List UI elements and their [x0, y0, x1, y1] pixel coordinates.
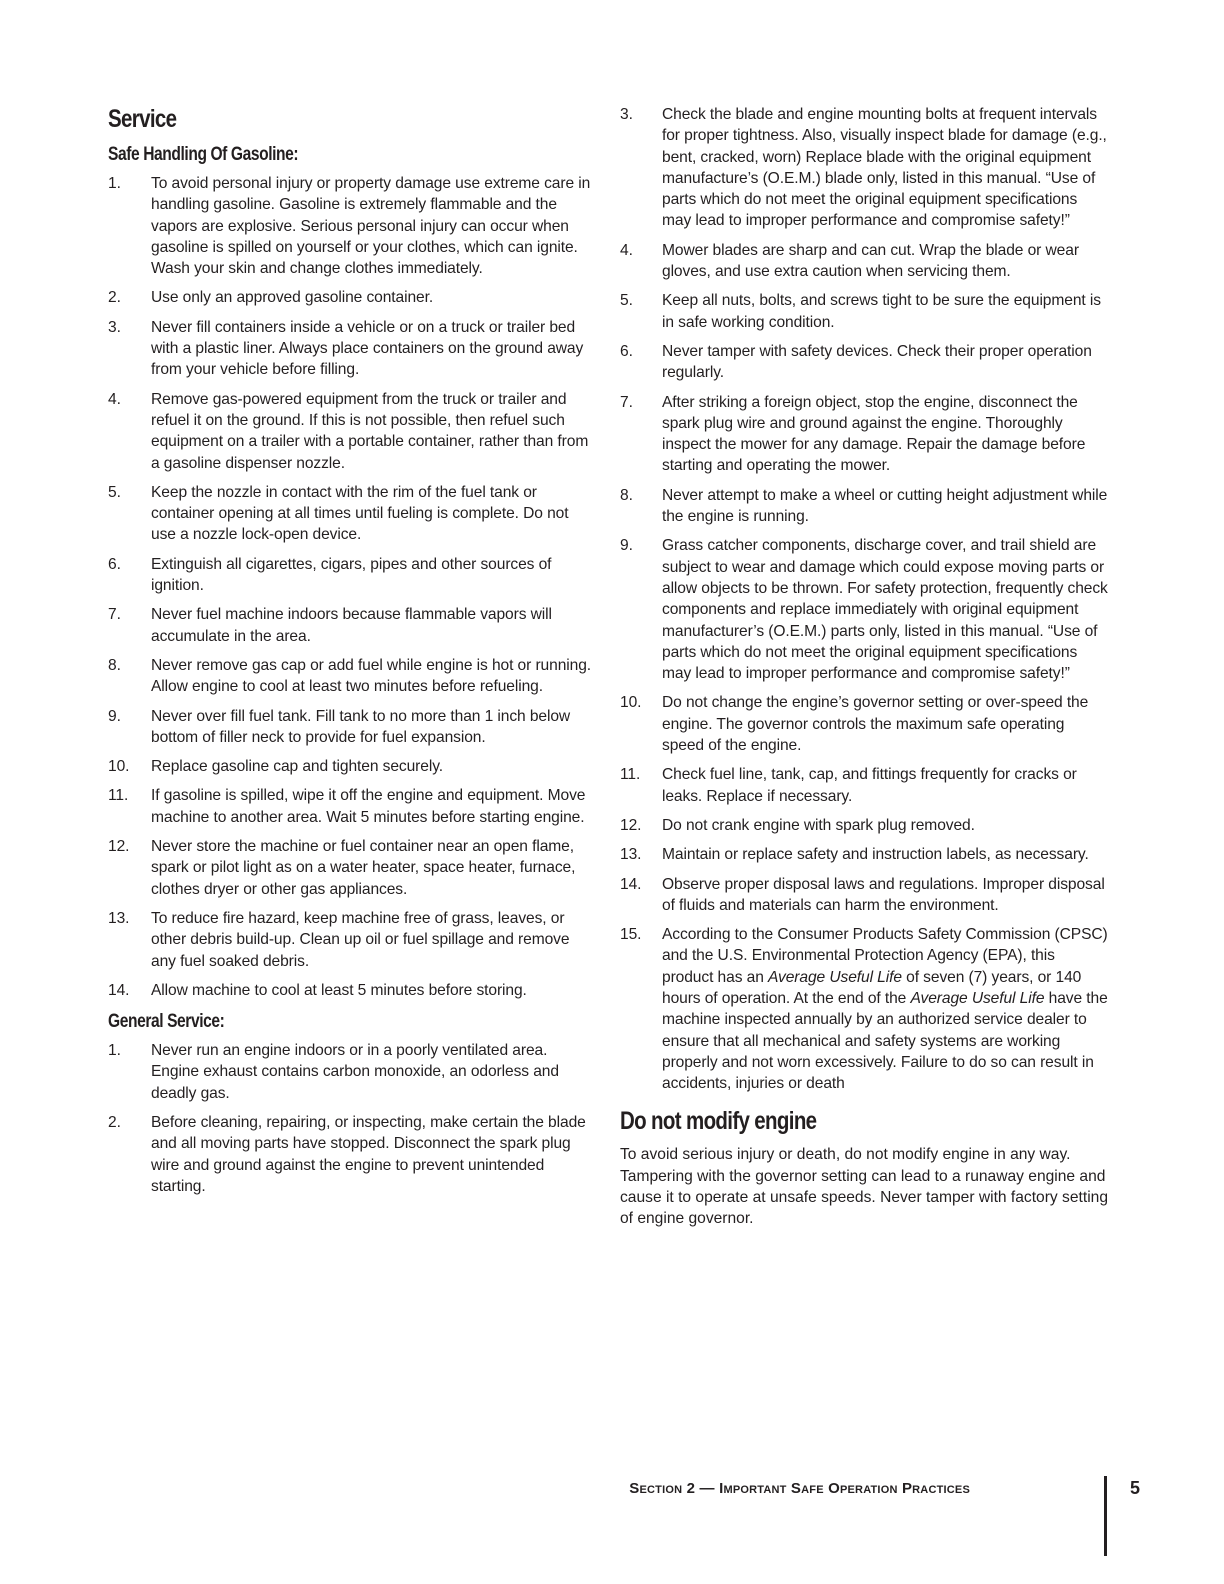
item-text: Observe proper disposal laws and regulations. Improper disposal of fluids and materials can harm the environment.: [662, 875, 1105, 914]
list-item: [108, 1112, 596, 1197]
item-text: Do not crank engine with spark plug removed.: [662, 816, 975, 834]
do-not-modify-engine-text: To avoid serious injury or death, do not modify engine in any way. Tampering with the governor setting can lead to a runaway engine and cause it to operate at unsafe speeds. Never tamper with factory setting of engine governor.: [620, 1146, 1108, 1228]
item-text: Before cleaning, repairing, or inspecting, make certain the blade and all moving parts have stopped. Disconnect the spark plug wire and ground against the engine to prevent unintended starting.: [151, 1113, 586, 1195]
item-text: Never fill containers inside a vehicle or on a truck or trailer bed with a plastic liner. Always place containers on the ground away from your vehicle before filling.: [151, 318, 584, 379]
item-text: Extinguish all cigarettes, cigars, pipes and other sources of ignition.: [151, 555, 552, 595]
do-not-modify-engine-heading: Do not modify engine: [620, 1107, 817, 1136]
footer-divider: [1104, 1476, 1107, 1556]
item-text: Never run an engine indoors or in a poorly ventilated area. Engine exhaust contains carbon monoxide, an odorless and deadly gas.: [151, 1042, 559, 1102]
item-number: 14.: [108, 981, 130, 999]
item-number: 3.: [108, 318, 121, 336]
list-item: [620, 764, 1110, 807]
item-text: Never remove gas cap or add fuel while engine is hot or running. Allow engine to cool at least two minutes before refueling.: [151, 656, 592, 696]
item-number: 6.: [620, 342, 633, 360]
item-number: 2.: [108, 1113, 121, 1131]
item-text: Check the blade and engine mounting bolts at frequent intervals for proper tightness. Also, visually inspect blade for damage (e.g., bent, cracked, worn) Replace blade with the original equipment manufacture’s (O.E.M.) blade only, listed in this manual. “Use of parts which do not meet the original equipment specifications may lead to improper performance and compromise safety!”: [662, 106, 1107, 230]
list-item: [620, 692, 1110, 756]
item-number: 12.: [108, 838, 130, 856]
item-number: 4.: [620, 241, 633, 259]
general-service-list-continued: [620, 104, 1110, 1094]
item-number: 11.: [620, 766, 641, 784]
item-text: Check fuel line, tank, cap, and fittings frequently for cracks or leaks. Replace if necessary.: [662, 766, 1077, 805]
item-number: 1.: [108, 1042, 121, 1060]
item-text: Replace gasoline cap and tighten securely.: [151, 758, 443, 776]
list-item: [620, 874, 1110, 917]
gasoline-subheading: Safe Handling Of Gasoline:: [108, 144, 299, 165]
item-text: [662, 924, 1110, 1094]
item-number: 9.: [620, 537, 633, 555]
item-text-part: have the machine inspected annually by an authorized service dealer to ensure that all mechanical and safety systems are working properly and not worn excessively. Failure to do so can result in accidents, injuries or death: [662, 989, 1108, 1093]
list-item: [620, 844, 1110, 865]
list-item: [620, 240, 1110, 283]
item-number: 5.: [108, 483, 121, 501]
item-number: 6.: [108, 555, 121, 573]
item-text: To avoid personal injury or property damage use extreme care in handling gasoline. Gasoline is extremely flammable and the vapors are explosive. Serious personal injury can occur when gasoline is spilled on yourself or your clothes, which can ignite. Wash your skin and change clothes immediately.: [151, 175, 591, 278]
item-text: Keep all nuts, bolts, and screws tight to be sure the equipment is in safe working condition.: [662, 292, 1101, 331]
item-text-part: According to the Consumer Products Safety Commission (CPSC) and the U.S. Environmental Protection Agency (EPA), this product has an: [662, 926, 1108, 986]
item-text: Keep the nozzle in contact with the rim of the fuel tank or container opening at all times until fueling is complete. Do not use a nozzle lock-open device.: [151, 483, 569, 544]
list-item: [108, 980, 596, 1001]
item-number: 10.: [108, 758, 130, 776]
list-item: [108, 756, 596, 777]
item-number: 4.: [108, 390, 121, 408]
item-number: 2.: [108, 289, 121, 307]
item-text: Do not change the engine’s governor setting or over-speed the engine. The governor controls the maximum safe operating speed of the engine.: [662, 694, 1089, 755]
item-text: Allow machine to cool at least 5 minutes before storing.: [151, 981, 527, 999]
list-item: [108, 604, 596, 647]
item-number: 7.: [620, 393, 633, 411]
item-text: Never tamper with safety devices. Check their proper operation regularly.: [662, 342, 1092, 382]
list-item: [108, 836, 596, 900]
item-number: 9.: [108, 707, 121, 725]
general-service-subheading: General Service:: [108, 1011, 225, 1033]
list-item: [108, 655, 596, 698]
list-item: [620, 924, 1110, 1094]
item-number: 5.: [620, 292, 633, 310]
item-number: 7.: [108, 606, 121, 624]
item-text: Never store the machine or fuel container near an open flame, spark or pilot light as on a water heater, space heater, furnace, clothes dryer or other gas appliances.: [151, 838, 576, 898]
item-number: 15.: [620, 926, 642, 944]
list-item: [108, 554, 596, 597]
page-number: 5: [1130, 1478, 1141, 1498]
list-item: [108, 908, 596, 972]
item-text-part: of seven (7) years, or 140 hours of operation. At the end of the: [662, 968, 1082, 1007]
list-item: [108, 1040, 596, 1104]
item-text: Grass catcher components, discharge cover, and trail shield are subject to wear and damage which could expose moving parts or allow objects to be thrown. For safety protection, frequently check components and replace immediately with original equipment manufacturer’s (O.E.M.) parts only, listed in this manual. “Use of parts which do not meet the original equipment specifications may lead to improper performance and compromise safety!”: [662, 537, 1108, 683]
list-item: [620, 392, 1110, 477]
list-item: [620, 535, 1110, 684]
item-text: Maintain or replace safety and instruction labels, as necessary.: [662, 846, 1089, 864]
item-number: 3.: [620, 106, 633, 123]
list-item: [620, 341, 1110, 384]
item-number: 8.: [620, 486, 633, 504]
list-item: [620, 104, 1110, 232]
item-text: Mower blades are sharp and can cut. Wrap the blade or wear gloves, and use extra caution when servicing them.: [662, 241, 1079, 281]
list-item: [108, 785, 596, 828]
item-number: 13.: [620, 846, 642, 864]
item-text: After striking a foreign object, stop the engine, disconnect the spark plug wire and ground against the engine. Thoroughly inspect the mower for any damage. Repair the damage before starting and operating the mower.: [662, 393, 1086, 475]
item-number: 13.: [108, 909, 130, 927]
list-item: [108, 173, 596, 279]
gasoline-list: [108, 173, 596, 1001]
section-title: Section 2 — Important Safe Operation Practices: [629, 1480, 970, 1497]
item-text-emphasis: Average Useful Life: [768, 968, 902, 986]
item-text: Use only an approved gasoline container.: [151, 289, 434, 307]
item-number: 11.: [108, 787, 129, 805]
item-text: Never attempt to make a wheel or cutting height adjustment while the engine is running.: [662, 486, 1108, 526]
item-text: Remove gas-powered equipment from the truck or trailer and refuel it on the ground. If this is not possible, then refuel such equipment on a trailer with a portable container, rather than from a gasoline dispenser nozzle.: [151, 390, 589, 472]
item-number: 1.: [108, 175, 121, 192]
list-item: [620, 290, 1110, 333]
general-service-list: [108, 1040, 596, 1197]
list-item: [620, 485, 1110, 528]
right-column: [620, 104, 1110, 1230]
page-footer: [600, 1476, 1141, 1556]
item-number: 8.: [108, 656, 121, 674]
item-number: 14.: [620, 875, 642, 893]
item-text: To reduce fire hazard, keep machine free of grass, leaves, or other debris build-up. Clean up oil or fuel spillage and remove any fuel soaked debris.: [151, 909, 570, 970]
list-item: [620, 815, 1110, 836]
list-item: [108, 287, 596, 308]
item-text: If gasoline is spilled, wipe it off the engine and equipment. Move machine to another area. Wait 5 minutes before starting engine.: [151, 787, 586, 826]
item-text: Never over fill fuel tank. Fill tank to no more than 1 inch below bottom of filler neck to provide for fuel expansion.: [151, 707, 571, 746]
list-item: [108, 706, 596, 749]
item-number: 12.: [620, 816, 642, 834]
item-text-emphasis: Average Useful Life: [910, 989, 1045, 1007]
list-item: [108, 389, 596, 474]
service-heading: Service: [108, 105, 177, 133]
list-item: [108, 482, 596, 546]
left-column: [108, 100, 596, 1205]
item-text: Never fuel machine indoors because flammable vapors will accumulate in the area.: [151, 606, 552, 645]
list-item: [108, 317, 596, 381]
item-number: 10.: [620, 694, 642, 712]
